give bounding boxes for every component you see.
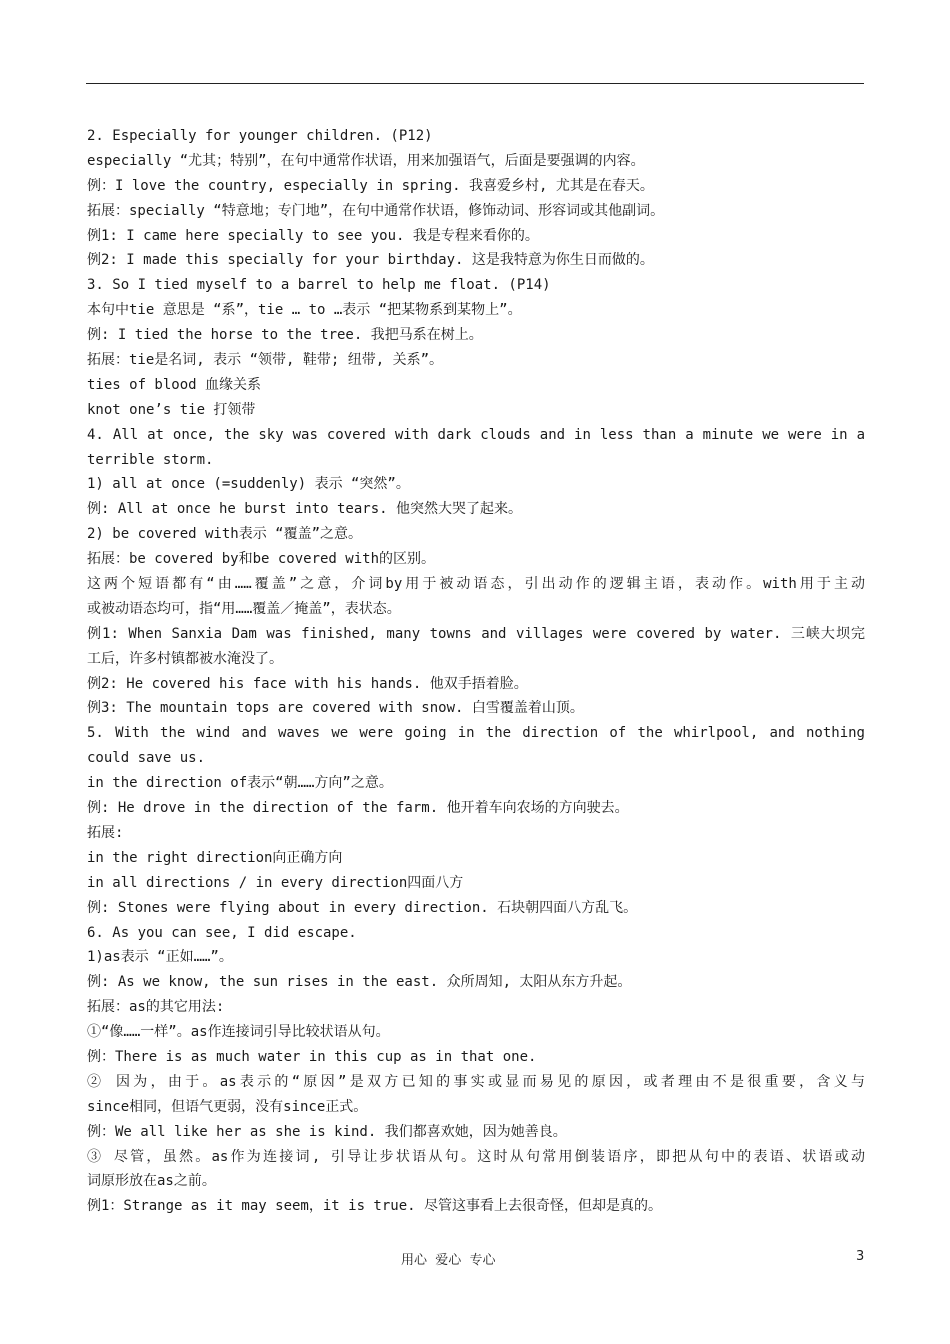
text-line: could save us. bbox=[87, 750, 206, 767]
document-body bbox=[87, 124, 865, 1219]
text-line: 例：We all like her as she is kind. 我们都喜欢她，因为她善良。 bbox=[87, 1123, 567, 1140]
footer-motto: 用心 爱心 专心 bbox=[401, 1253, 496, 1268]
text-line: 例: I tied the horse to the tree. 我把马系在树上。 bbox=[87, 327, 483, 344]
text-line: 2. Especially for younger children. (P12) bbox=[87, 128, 433, 144]
text-line: since相同，但语气更弱，没有since正式。 bbox=[87, 1098, 368, 1115]
text-line: 6. As you can see, I did escape. bbox=[87, 924, 357, 941]
text-line: ①“像……一样”。as作连接词引导比较状语从句。 bbox=[87, 1024, 390, 1041]
text-line: 例: Stones were flying about in every direction. 石块朝四面八方乱飞。 bbox=[87, 899, 638, 916]
text-line: 拓展：specially “特意地；专门地”，在句中通常作状语，修饰动词、形容词或其他副词。 bbox=[87, 202, 665, 219]
text-line: 工后，许多村镇都被水淹没了。 bbox=[87, 650, 283, 667]
text-line: 例3: The mountain tops are covered with snow. 白雪覆盖着山顶。 bbox=[87, 700, 584, 717]
text-line: 词原形放在as之前。 bbox=[87, 1173, 216, 1190]
text-line: 例1：Strange as it may seem，it is true. 尽管这事看上去很奇怪，但却是真的。 bbox=[87, 1198, 663, 1215]
text-line: knot one’s tie 打领带 bbox=[87, 401, 256, 418]
text-line: ties of blood 血缘关系 bbox=[87, 376, 262, 393]
text-line: 例：There is as much water in this cup as in that one. bbox=[87, 1048, 537, 1065]
text-line: 拓展：tie是名词, 表示 “领带, 鞋带; 纽带, 关系”。 bbox=[87, 352, 444, 369]
text-line: 例: As we know, the sun rises in the east. 众所周知, 太阳从东方升起。 bbox=[87, 974, 632, 991]
text-line: 例2: I made this specially for your birthday. 这是我特意为你生日而做的。 bbox=[87, 252, 654, 269]
text-line: 例1: I came here specially to see you. 我是专程来看你的。 bbox=[87, 227, 539, 244]
text-line: 例: All at once he burst into tears. 他突然大哭了起来。 bbox=[87, 501, 523, 518]
text-line: 2) be covered with表示 “覆盖”之意。 bbox=[87, 526, 363, 543]
text-line: 或被动语态均可，指“用……覆盖／掩盖”，表状态。 bbox=[87, 600, 401, 617]
text-line: especially “尤其；特别”，在句中通常作状语，用来加强语气，后面是要强调的内容。 bbox=[87, 152, 645, 169]
header-rule bbox=[86, 83, 864, 84]
text-line: 3. So I tied myself to a barrel to help me float. (P14) bbox=[87, 277, 551, 294]
text-line: 例2: He covered his face with his hands. 他双手捂着脸。 bbox=[87, 675, 528, 692]
text-line: 拓展：as的其它用法: bbox=[87, 999, 225, 1016]
text-line: 4. All at once, the sky was covered with dark clouds and in less than a minute we were in a bbox=[87, 426, 865, 443]
text-line: terrible storm. bbox=[87, 451, 214, 468]
text-line: 例1: When Sanxia Dam was finished, many towns and villages were covered by water. 三峡大坝完 bbox=[87, 625, 865, 642]
text-line: 1) all at once (=suddenly) 表示 “突然”。 bbox=[87, 476, 410, 493]
page-number: 3 bbox=[856, 1249, 865, 1264]
text-line: in all directions / in every direction四面八方 bbox=[87, 874, 464, 891]
text-line: 1)as表示 “正如……”。 bbox=[87, 949, 233, 966]
text-line: in the right direction向正确方向 bbox=[87, 849, 343, 866]
text-line: in the direction of表示“朝……方向”之意。 bbox=[87, 775, 393, 792]
text-line: 5. With the wind and waves we were going in the direction of the whirlpool, and nothing bbox=[87, 725, 865, 742]
text-line: 拓展：be covered by和be covered with的区别。 bbox=[87, 551, 436, 568]
text-line: 拓展: bbox=[87, 824, 124, 841]
text-line: 本句中tie 意思是 “系”，tie … to …表示 “把某物系到某物上”。 bbox=[87, 302, 522, 319]
text-line: ② 因为，由于。as表示的“原因”是双方已知的事实或显而易见的原因，或者理由不是很重要，含义与 bbox=[87, 1073, 865, 1090]
text-line: 这两个短语都有“由……覆盖”之意，介词by用于被动语态，引出动作的逻辑主语，表动作。with用于主动 bbox=[87, 576, 865, 593]
text-line: 例: He drove in the direction of the farm. 他开着车向农场的方向驶去。 bbox=[87, 800, 629, 817]
text-line: 例：I love the country, especially in spring. 我喜爱乡村, 尤其是在春天。 bbox=[87, 177, 654, 194]
text-line: ③ 尽管，虽然。as作为连接词, 引导让步状语从句。这时从句常用倒装语序，即把从句中的表语、状语或动 bbox=[87, 1148, 865, 1165]
